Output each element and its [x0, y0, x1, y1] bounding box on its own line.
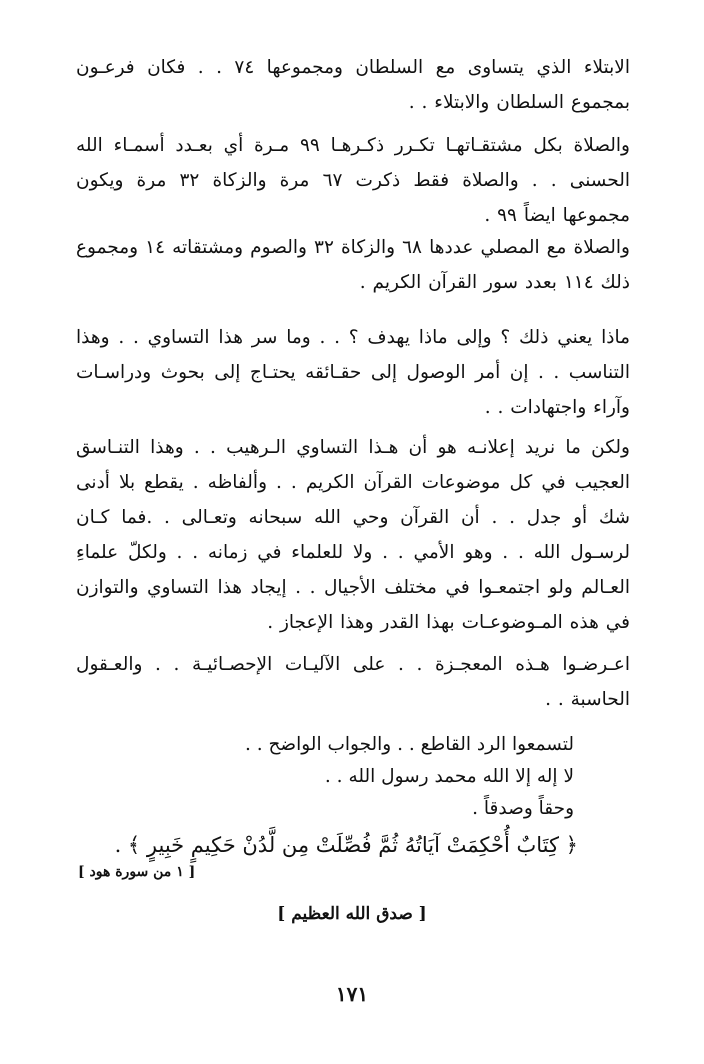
quran-verse: ﴿ كِتَابٌ أُحْكِمَتْ آيَاتُهُ ثُمَّ فُصِّلَتْ مِن لَّدُنْ حَكِيمٍ خَبِيرٍ ﴾ .: [114, 833, 578, 857]
closing-line-2: لا إله إلا الله محمد رسول الله . .: [324, 766, 574, 787]
paragraph-5: ولكن ما نريد إعلانـه هو أن هـذا التساوي الـرهيب . . وهذا التنـاسق العجيب في كل موضوعات القرآن الكريم . . وألفاظه . يقطع بلا أدنى شك أو جدل . . أن القرآن وحي الله سبحانه وتعـالى . .فما كـان لرسـول الله . . وهو الأمي . . ولا للعلماء في زمانه . . ولكلّ علماءِ العـالم ولو اجتمعـوا في مختلف الأجيال . . إيجاد هذا التساوي والتوازن في هذه المـوضوعـات بهذا القدر وهذا الإعجاز .: [76, 437, 630, 633]
paragraph-6: اعـرضـوا هـذه المعجـزة . . على الآليـات الإحصـائيـة . . والعـقول الحاسبة . .: [76, 654, 630, 710]
page-number: ١٧١: [335, 982, 369, 1006]
sadaq-allah: [ صدق الله العظيم ]: [277, 904, 427, 924]
closing-line-1: لتسمعوا الرد القاطع . . والجواب الواضح . .: [244, 734, 574, 755]
closing-line-3: وحقاً وصدقاً .: [472, 798, 574, 819]
paragraph-1: الابتلاء الذي يتساوى مع السلطان ومجموعها ٧٤ . . فكان فرعـون بمجموع السلطان والابتلاء . .: [76, 57, 630, 113]
paragraph-3: والصلاة مع المصلي عددها ٦٨ والزكاة ٣٢ والصوم ومشتقاته ١٤ ومجموع ذلك ١١٤ بعدد سور القرآن الكريم .: [76, 237, 630, 293]
paragraph-4: ماذا يعني ذلك ؟ وإلى ماذا يهدف ؟ . . وما سر هذا التساوي . . وهذا التناسب . . إن أمر الوصول إلى حقـائقه يحتـاج إلى بحوث ودراسـات وآراء واجتهادات . .: [76, 327, 630, 418]
verse-reference: [ ١ من سورة هود ]: [78, 864, 196, 880]
paragraph-2: والصلاة بكل مشتقـاتهـا تكـرر ذكـرهـا ٩٩ مـرة أي بعـدد أسمـاء الله الحسنى . . والصلاة فقط ذكرت ٦٧ مرة والزكاة ٣٢ مرة ويكون مجموعها ايضاً ٩٩ .: [76, 135, 631, 226]
